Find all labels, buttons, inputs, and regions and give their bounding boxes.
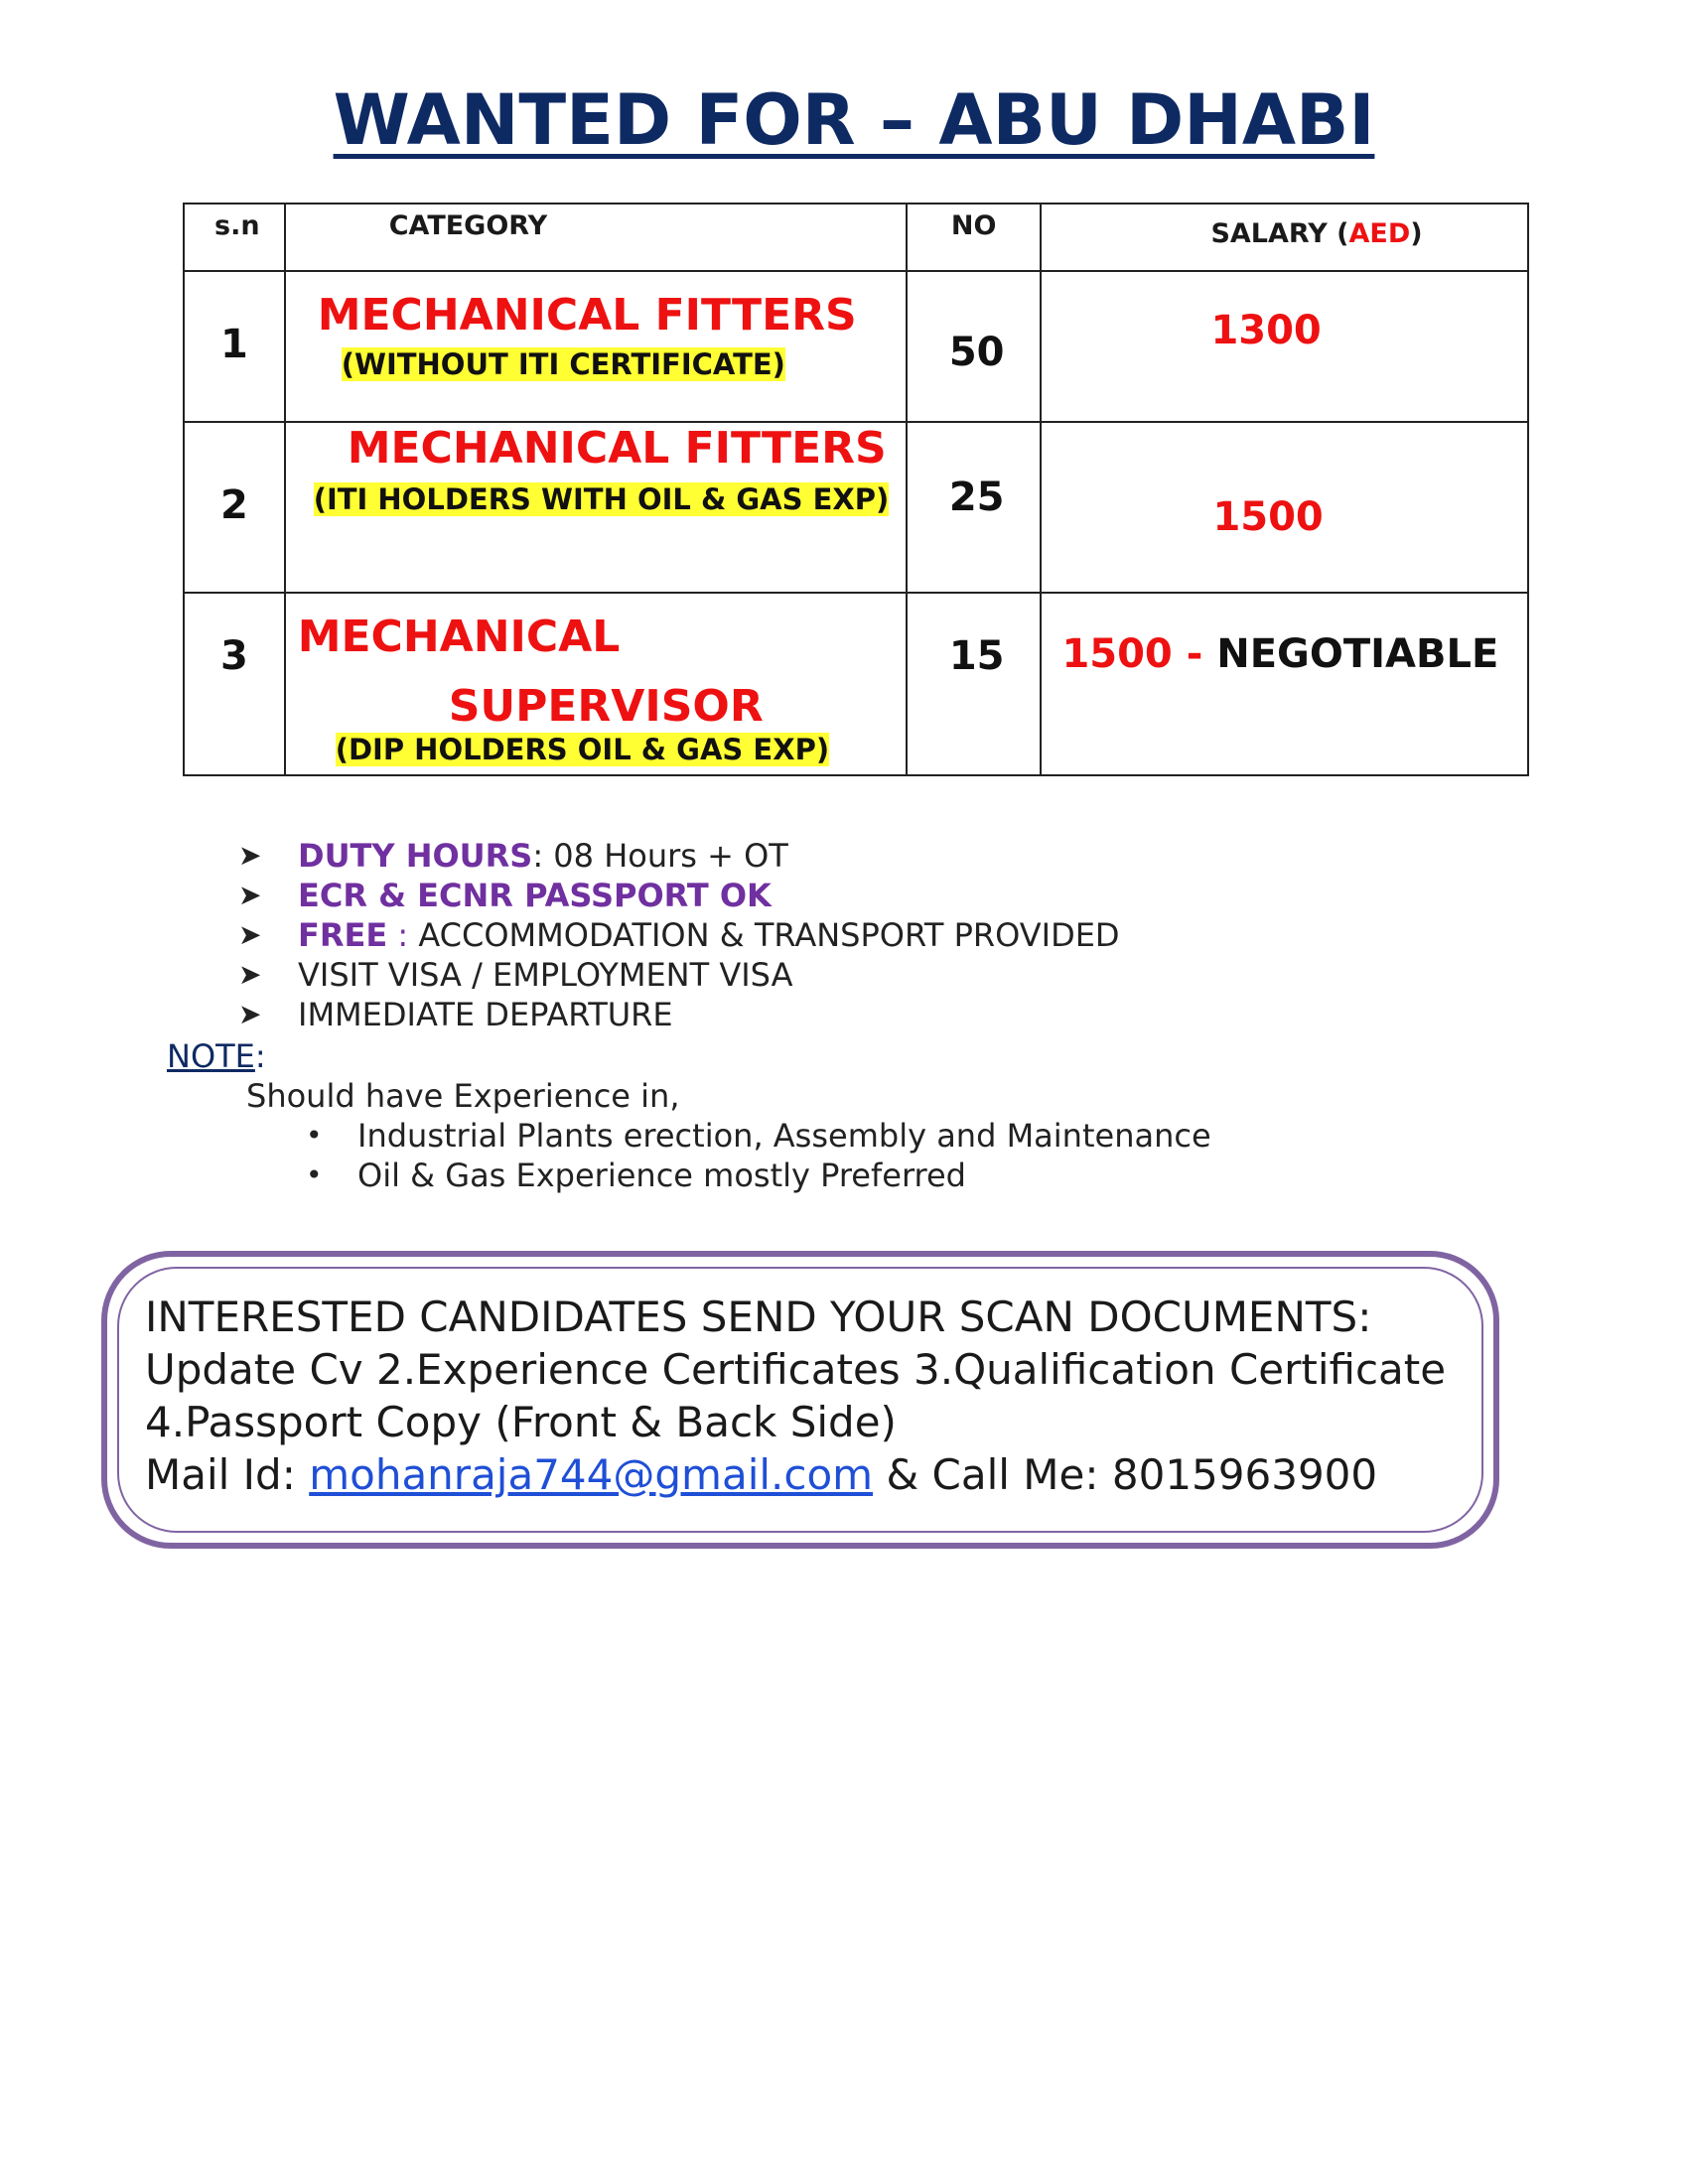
bullet-text: IMMEDIATE DEPARTURE xyxy=(298,996,673,1033)
row2-sn: 2 xyxy=(220,482,248,528)
row3-sn: 3 xyxy=(220,633,248,679)
row3-sn-cell xyxy=(184,593,285,775)
phone-number: 8015963900 xyxy=(1111,1450,1378,1499)
note-heading xyxy=(167,1036,266,1076)
arrow-bullet-icon: ➤ xyxy=(238,879,262,911)
table-header-row xyxy=(184,204,1528,271)
row3-subtitle: (DIP HOLDERS OIL & GAS EXP) xyxy=(335,733,830,766)
row1-category-cell xyxy=(285,271,907,422)
bullet-label: FREE xyxy=(298,916,388,954)
note-colon: : xyxy=(254,1037,266,1075)
arrow-bullet-icon: ➤ xyxy=(238,998,262,1030)
arrow-bullet-icon: ➤ xyxy=(238,918,262,951)
row1-no: 50 xyxy=(948,330,1005,375)
note-label: NOTE xyxy=(167,1037,255,1075)
bullet-separator: : xyxy=(532,837,554,875)
row3-no-cell xyxy=(907,593,1042,775)
bullet-dot-icon: • xyxy=(306,1119,323,1152)
note-intro: Should have Experience in, xyxy=(246,1077,680,1115)
note-item: Industrial Plants erection, Assembly and Maintenance xyxy=(357,1117,1211,1155)
contact-line-2: Update Cv 2.Experience Certificates 3.Qualification Certificate xyxy=(145,1345,1447,1394)
header-salary-suffix: ) xyxy=(1410,218,1423,249)
bullet-text: ACCOMMODATION & TRANSPORT PROVIDED xyxy=(418,916,1120,954)
bullet-label: DUTY HOURS xyxy=(298,837,533,875)
header-salary-cell xyxy=(1041,204,1528,271)
contact-line-4 xyxy=(145,1448,1446,1501)
row2-subtitle: (ITI HOLDERS WITH OIL & GAS EXP) xyxy=(313,482,890,516)
header-category-cell xyxy=(285,204,907,271)
contact-line-3: 4.Passport Copy (Front & Back Side) xyxy=(145,1398,897,1446)
contact-text xyxy=(145,1291,1446,1501)
row1-sn: 1 xyxy=(220,322,248,367)
note-item: Oil & Gas Experience mostly Preferred xyxy=(357,1157,966,1194)
row3-category-cell xyxy=(285,593,907,775)
row3-salary xyxy=(1061,631,1498,677)
header-sn: s.n xyxy=(214,210,260,241)
email-link[interactable]: mohanraja744@gmail.com xyxy=(309,1450,874,1499)
row2-category: MECHANICAL FITTERS xyxy=(347,423,887,474)
row3-category-line2: SUPERVISOR xyxy=(448,681,764,732)
header-no-cell xyxy=(907,204,1042,271)
bullet-text: VISIT VISA / EMPLOYMENT VISA xyxy=(298,956,793,994)
bullet-separator: : xyxy=(387,916,419,954)
row1-no-cell xyxy=(907,271,1042,422)
arrow-bullet-icon: ➤ xyxy=(238,839,262,872)
page-title: WANTED FOR – ABU DHABI xyxy=(333,79,1375,161)
arrow-bullet-icon: ➤ xyxy=(238,958,262,991)
table-row xyxy=(184,422,1528,593)
row3-salary-value: 1500 - xyxy=(1061,631,1203,677)
row2-sn-cell xyxy=(184,422,285,593)
row1-salary-cell xyxy=(1041,271,1528,422)
row2-no-cell xyxy=(907,422,1042,593)
header-salary-prefix: SALARY ( xyxy=(1210,218,1349,249)
header-sn-cell xyxy=(184,204,285,271)
row3-category-line1: MECHANICAL xyxy=(297,612,621,662)
header-salary xyxy=(1210,218,1422,249)
header-no: NO xyxy=(950,210,997,241)
row3-salary-cell xyxy=(1041,593,1528,775)
bullet-text: 08 Hours + OT xyxy=(553,837,788,875)
call-label: & Call Me: xyxy=(873,1450,1112,1499)
row3-salary-note: NEGOTIABLE xyxy=(1216,631,1499,677)
header-salary-currency: AED xyxy=(1348,218,1411,249)
mail-label: Mail Id: xyxy=(145,1450,310,1499)
jobs-table xyxy=(183,203,1529,776)
header-category: CATEGORY xyxy=(388,210,548,241)
bullet-dot-icon: • xyxy=(306,1159,323,1191)
bullet-label: ECR & ECNR PASSPORT OK xyxy=(298,877,772,914)
row2-category-cell xyxy=(285,422,907,593)
row1-sn-cell xyxy=(184,271,285,422)
table-row xyxy=(184,271,1528,422)
row1-category: MECHANICAL FITTERS xyxy=(317,290,857,341)
contact-line-1: INTERESTED CANDIDATES SEND YOUR SCAN DOCUMENTS: xyxy=(145,1293,1372,1341)
row2-salary: 1500 xyxy=(1212,494,1324,540)
row1-subtitle: (WITHOUT ITI CERTIFICATE) xyxy=(341,347,785,381)
row3-no: 15 xyxy=(948,633,1005,679)
row2-no: 25 xyxy=(948,475,1005,520)
row1-salary: 1300 xyxy=(1210,308,1322,353)
table-row xyxy=(184,593,1528,775)
row2-salary-cell xyxy=(1041,422,1528,593)
